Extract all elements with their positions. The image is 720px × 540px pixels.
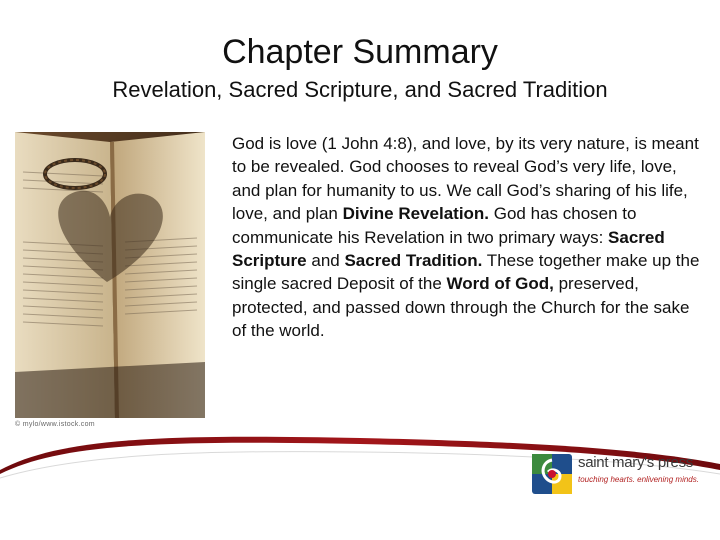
slide-subtitle: Revelation, Sacred Scripture, and Sacred Tradition: [112, 77, 608, 102]
slide-title: Chapter Summary: [222, 33, 498, 71]
summary-paragraph: God is love (1 John 4:8), and love, by its very nature, is meant to be revealed. God chooses to reveal God’s very life, love, and plan for humanity to us. We call God’s sharing of his life, love, and plan Divine Revelation. God has chosen to communicate his Revelation in two primary ways: Sacred Scripture and Sacred Tradition. These together make up the single sacred Deposit of the Word of God, preserved, protected, and passed down through the Church for the sake of the world.: [232, 134, 700, 341]
logo-tagline: touching hearts. enlivening minds.: [578, 475, 699, 484]
bible-crown-of-thorns-photo: [15, 132, 205, 418]
saint-marys-press-logo: [530, 450, 700, 500]
term-word-of-god: Word of God,: [446, 274, 554, 294]
smp-logo-icon: [530, 452, 574, 496]
term-sacred-tradition: Sacred Tradition.: [344, 251, 483, 271]
photo-credit: © mylo/www.istock.com: [15, 421, 95, 428]
term-sacred-scripture: Sacred Scripture: [232, 227, 665, 271]
term-divine-revelation: Divine Revelation.: [342, 204, 490, 224]
logo-name: saint mary's press: [578, 454, 693, 471]
